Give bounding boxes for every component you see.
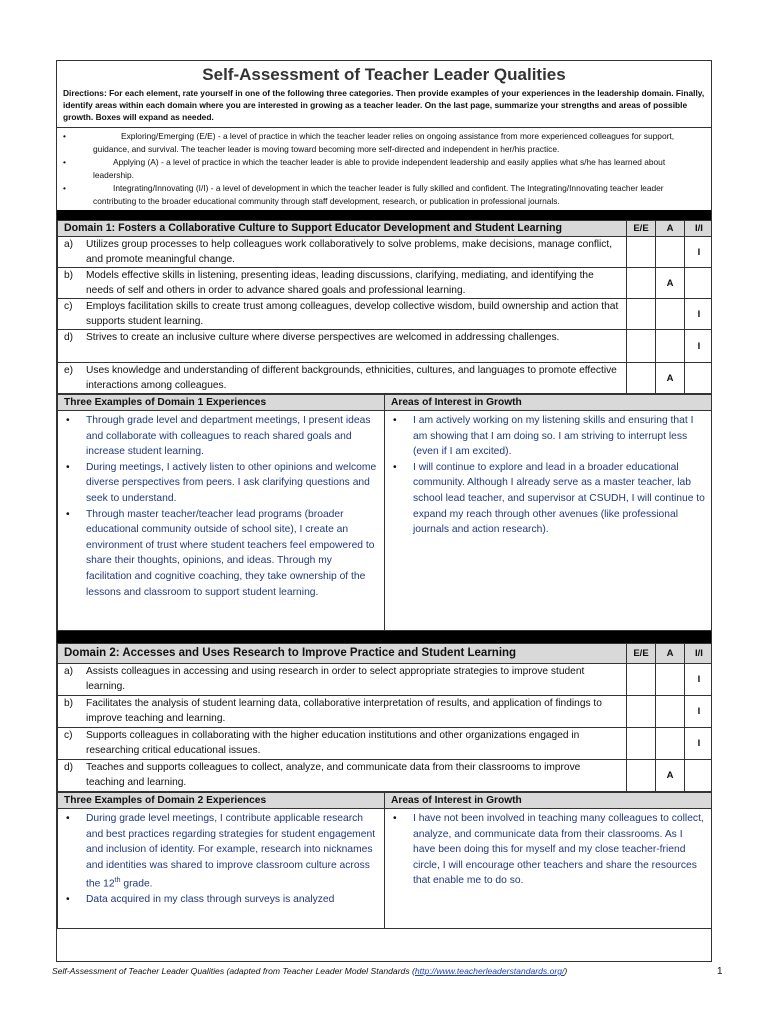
item-letter: d) [64,332,74,343]
level-name: Integrating/Innovating (I/I) [113,183,209,193]
list-item [64,811,378,892]
rating-ee-cell[interactable] [627,664,656,696]
item-text: Teaches and supports colleagues to collect, analyze, and communicate data from their classrooms to improve teaching and learning. [86,762,581,788]
page-title: Self-Assessment of Teacher Leader Qualities [202,65,566,84]
level-integrating [63,182,705,208]
item-text: Assists colleagues in accessing and using research in order to select appropriate strategies to improve student learning. [86,666,585,692]
section-divider [57,210,711,220]
item-letter: e) [64,365,74,376]
list-item: • I am actively working on my listening skills and ensuring that I am showing that I am doing so. I am striving to interrupt less (even if I am excited). [391,413,707,460]
rating-ii-cell[interactable]: I [685,696,713,728]
rating-ii-cell[interactable]: I [685,237,713,268]
rating-header-a: A [656,644,685,664]
item-letter: d) [64,762,74,773]
list-item: • Data acquired in my class through surveys is analyzed [64,892,378,908]
item-text: Models effective skills in listening, presenting ideas, leading discussions, clarifying, mediating, and identifying the needs of self and others in order to advance shared goals and professional learning. [86,270,594,296]
level-name: Applying (A) [113,157,159,167]
level-desc: - a level of development in which the teacher leader is fully skilled and confident. The Integrating/Innovating teacher leader contributing to the broader educational community through staff development, research, or publication in professional journals. [93,183,664,206]
item-letter: a) [64,666,74,677]
domain1-item [58,268,713,299]
level-applying [63,156,705,182]
example-text-tail: grade. [120,878,153,890]
list-item: • During meetings, I actively listen to other opinions and welcome diverse perspectives from peers. I ask clarifying questions and seek to understand. [64,460,378,507]
item-text: Strives to create an inclusive culture where diverse perspectives are welcomed in addressing challenges. [86,332,560,343]
rating-a-cell[interactable] [656,330,685,363]
rating-header-a: A [656,221,685,237]
list-item: • I have not been involved in teaching many colleagues to collect, analyze, and communicate data from their classrooms. As I have been doing this for myself and my close teacher-friend circle, I will encourage other teachers and share the resources that enable me to do so. [391,811,707,889]
bullet-icon: • [63,157,66,167]
domain1-examples-cell[interactable] [58,411,385,631]
level-desc: - a level of practice in which the teacher leader relies on ongoing assistance from more experienced colleagues for support, guidance, and survival. The teacher leader is moving toward becoming more self-directed and independent in her/his practice. [93,131,675,154]
rating-ee-cell[interactable] [627,728,656,760]
rating-header-ii: I/I [685,221,713,237]
domain1-examples-header: Three Examples of Domain 1 Experiences [58,395,385,411]
domain2-growth-header: Areas of Interest in Growth [385,793,713,809]
bullet-icon: • [63,183,66,193]
rating-header-ii: I/I [685,644,713,664]
list-item: • Through master teacher/teacher lead programs (broader educational community outside of school site), I create an environment of trust where student teachers feel empowered to share their thoughts, opinions, and ideas. Through my facilitation and cognitive coaching, they take ownership of the lessons and classroom to support student learning. [64,507,378,601]
domain2-header [58,644,713,664]
domain2-item [58,696,713,728]
domain1-item [58,237,713,268]
rating-header-ee: E/E [627,644,656,664]
level-desc: - a level of practice in which the teacher leader is able to provide independent leadership and easily applies what s/he has learned about leadership. [93,157,666,180]
rating-ii-cell[interactable] [685,268,713,299]
rating-ee-cell[interactable] [627,363,656,394]
domain2-item [58,664,713,696]
item-letter: b) [64,698,74,709]
item-text: Uses knowledge and understanding of different backgrounds, ethnicities, cultures, and languages to promote effective interactions among colleagues. [86,365,617,391]
item-letter: c) [64,730,73,741]
assessment-page [56,60,712,962]
rating-ee-cell[interactable] [627,330,656,363]
list-item: • I will continue to explore and lead in a broader educational community. Although I already serve as a master teacher, lab school lead teacher, and supervisor at CSUDH, I will continue to expand my reach through other avenues (like professional journals and action research). [391,460,707,538]
domain2-examples-cell[interactable] [58,809,385,929]
rating-ii-cell[interactable] [685,760,713,792]
rating-ee-cell[interactable] [627,268,656,299]
rating-ii-cell[interactable]: I [685,330,713,363]
example-text: During grade level meetings, I contribute applicable research and best practices regarding strategies for student engagement and inclusion of identity. For example, research into nicknames and identities was shared to improve classroom culture across the 12 [86,813,376,890]
domain1-title: Domain 1: Fosters a Collaborative Culture to Support Educator Development and Student Learning [58,221,627,237]
level-name: Exploring/Emerging (E/E) [121,131,216,141]
domain2-title: Domain 2: Accesses and Uses Research to Improve Practice and Student Learning [58,644,627,664]
rating-ee-cell[interactable] [627,696,656,728]
domain1-header [58,221,713,237]
footer-text: Self-Assessment of Teacher Leader Qualities (adapted from Teacher Leader Model Standards ( [52,966,415,976]
rating-ee-cell[interactable] [627,760,656,792]
rating-levels [57,128,711,210]
rating-a-cell[interactable]: A [656,760,685,792]
item-letter: b) [64,270,74,281]
rating-a-cell[interactable] [656,696,685,728]
directions: Directions: For each element, rate yourself in one of the following three categories. Then provide examples of your experiences in the leadership domain. Finally, identify areas within each domain where you are interested in growing as a teacher leader. On the last page, summarize your strengths and areas of possible growth. Boxes will expand as needed. [57,87,711,128]
rating-ee-cell[interactable] [627,237,656,268]
domain1-item [58,299,713,330]
domain1-item [58,330,713,363]
footer-close: ) [564,966,568,976]
domain2-table [57,643,712,792]
rating-a-cell[interactable]: A [656,268,685,299]
item-text: Supports colleagues in collaborating with the higher education institutions and other organizations engaged in researching critical educational issues. [86,730,580,756]
rating-ii-cell[interactable]: I [685,728,713,760]
item-text: Facilitates the analysis of student learning data, collaborative interpretation of results, and application of findings to improve teaching and learning. [86,698,602,724]
domain2-item [58,760,713,792]
list-item: • Through grade level and department meetings, I present ideas and collaborate with colleagues to reach shared goals and increase student learning. [64,413,378,460]
rating-a-cell[interactable]: A [656,363,685,394]
rating-ii-cell[interactable] [685,363,713,394]
footer [52,966,567,976]
section-divider [57,631,711,643]
rating-a-cell[interactable] [656,237,685,268]
page-number: 1 [717,966,723,977]
rating-ee-cell[interactable] [627,299,656,330]
rating-ii-cell[interactable]: I [685,664,713,696]
domain1-growth-cell[interactable] [385,411,713,631]
domain2-examples-header: Three Examples of Domain 2 Experiences [58,793,385,809]
item-letter: c) [64,301,73,312]
domain2-experience-table [57,792,712,929]
item-text: Employs facilitation skills to create trust among colleagues, develop collective wisdom, build ownership and action that supports student learning. [86,301,619,327]
domain1-growth-header: Areas of Interest in Growth [385,395,713,411]
rating-a-cell[interactable] [656,728,685,760]
bullet-icon: • [63,131,66,141]
level-exploring [63,130,705,156]
standards-link[interactable]: http://www.teacherleaderstandards.org/ [414,966,565,976]
domain2-growth-cell[interactable] [385,809,713,929]
rating-header-ee: E/E [627,221,656,237]
item-letter: a) [64,239,74,250]
item-text: Utilizes group processes to help colleagues work collaboratively to solve problems, make decisions, manage conflict, and promote meaningful change. [86,239,613,265]
superscript: th [114,877,121,885]
rating-a-cell[interactable] [656,664,685,696]
domain1-experience-table [57,394,712,631]
domain1-item [58,363,713,394]
rating-a-cell[interactable] [656,299,685,330]
rating-ii-cell[interactable]: I [685,299,713,330]
domain1-table [57,220,712,394]
domain2-item [58,728,713,760]
